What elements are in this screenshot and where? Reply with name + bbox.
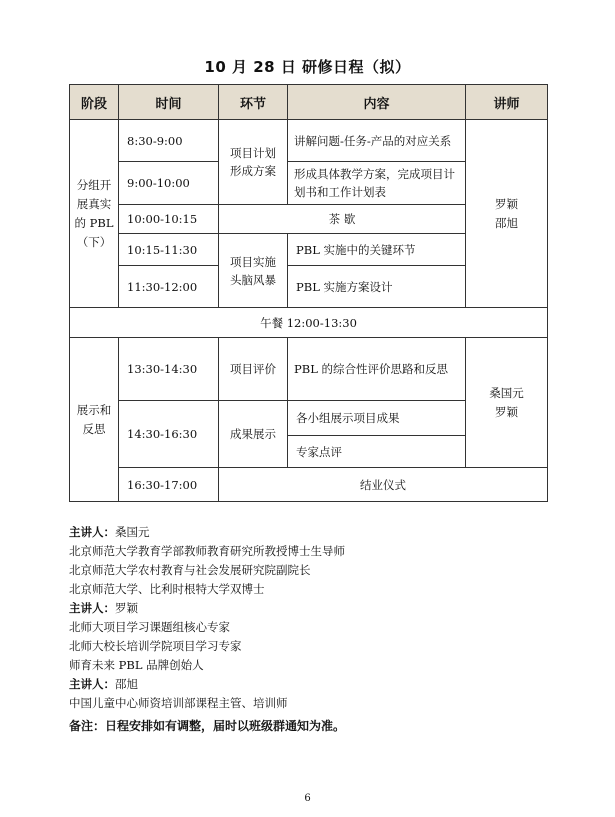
schedule-table <box>69 84 548 502</box>
speaker-heading <box>69 675 549 694</box>
speaker-block <box>69 675 549 713</box>
speaker-label: 主讲人： <box>69 601 115 615</box>
time-cell: 9:00-10:00 <box>119 162 219 205</box>
header-content: 内容 <box>288 85 466 120</box>
time-cell: 10:15-11:30 <box>119 234 219 266</box>
table-row <box>70 120 548 162</box>
page-number: 6 <box>304 793 311 804</box>
speaker-line: 师育未来 PBL 品牌创始人 <box>69 658 204 672</box>
lunch-row <box>70 308 548 338</box>
time-cell: 11:30-12:00 <box>119 266 219 308</box>
speaker-line: 中国儿童中心师资培训部课程主管、培训师 <box>69 696 288 710</box>
speaker-label: 主讲人： <box>69 525 115 539</box>
time-cell: 13:30-14:30 <box>119 338 219 401</box>
speaker-name: 邵旭 <box>115 677 138 691</box>
header-lecturer: 讲师 <box>466 85 548 120</box>
speaker-name: 桑国元 <box>115 525 150 539</box>
speaker-line: 北师大项目学习课题组核心专家 <box>69 620 230 634</box>
remark-note: 备注：日程安排如有调整，届时以班级群通知为准。 <box>69 719 346 733</box>
stage-cell: 展示和 反思 <box>70 338 119 502</box>
table-row <box>70 468 548 502</box>
segment-cell: 项目计划 形成方案 <box>219 120 288 205</box>
header-stage: 阶段 <box>70 85 119 120</box>
speaker-line: 北师大校长培训学院项目学习专家 <box>69 639 242 653</box>
segment-cell: 项目实施 头脑风暴 <box>219 234 288 308</box>
content-cell: 各小组展示项目成果 <box>288 401 466 436</box>
speaker-heading <box>69 523 549 542</box>
speaker-line: 北京师范大学、比利时根特大学双博士 <box>69 582 265 596</box>
lecturer-cell: 罗颖 邵旭 <box>466 120 548 308</box>
speaker-label: 主讲人： <box>69 677 115 691</box>
time-cell: 16:30-17:00 <box>119 468 219 502</box>
speaker-line: 北京师范大学农村教育与社会发展研究院副院长 <box>69 563 311 577</box>
content-cell: PBL 的综合性评价思路和反思 <box>288 338 466 401</box>
time-cell: 14:30-16:30 <box>119 401 219 468</box>
content-cell: 形成具体教学方案，完成项目计划书和工作计划表 <box>288 162 466 205</box>
content-cell: 讲解问题-任务-产品的对应关系 <box>288 120 466 162</box>
page-title: 10 月 28 日 研修日程（拟） <box>204 58 411 76</box>
time-cell: 10:00-10:15 <box>119 205 219 234</box>
speaker-heading <box>69 599 549 618</box>
lecturer-cell: 桑国元 罗颖 <box>466 338 548 468</box>
content-cell: PBL 实施中的关键环节 <box>288 234 466 266</box>
header-time: 时间 <box>119 85 219 120</box>
closing-cell: 结业仪式 <box>219 468 548 502</box>
segment-cell: 成果展示 <box>219 401 288 468</box>
lunch-cell: 午餐 12:00-13:30 <box>70 308 548 338</box>
stage-cell: 分组开 展真实 的 PBL （下） <box>70 120 119 308</box>
content-cell: PBL 实施方案设计 <box>288 266 466 308</box>
content-cell: 专家点评 <box>288 436 466 468</box>
speaker-name: 罗颖 <box>115 601 138 615</box>
header-segment: 环节 <box>219 85 288 120</box>
tea-break-cell: 茶 歇 <box>219 205 466 234</box>
speaker-line: 北京师范大学教育学部教师教育研究所教授博士生导师 <box>69 544 345 558</box>
speaker-block <box>69 523 549 599</box>
table-row <box>70 338 548 401</box>
time-cell: 8:30-9:00 <box>119 120 219 162</box>
segment-cell: 项目评价 <box>219 338 288 401</box>
speaker-block <box>69 599 549 675</box>
header-row <box>70 85 548 120</box>
speaker-notes <box>69 523 549 713</box>
